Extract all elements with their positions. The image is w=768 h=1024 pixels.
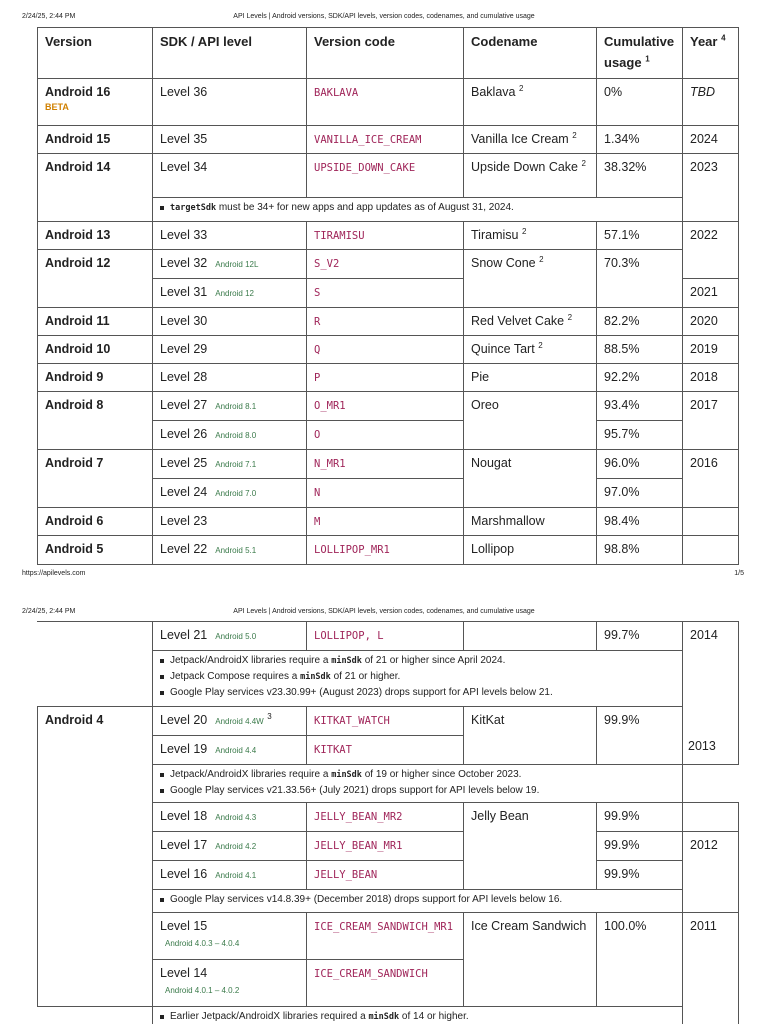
- usage-cell: 99.9%: [597, 803, 683, 832]
- version-cell: Android 13: [38, 222, 153, 250]
- usage-cell: 93.4%: [597, 392, 683, 421]
- note-item: Google Play services v14.8.39+ (December 2018) drops support for API levels below 16.: [159, 892, 675, 908]
- code-cell: KITKAT: [307, 736, 464, 765]
- version-cell: Android 4: [38, 707, 153, 1007]
- code-cell: N: [307, 479, 464, 508]
- year-cell: [683, 803, 739, 832]
- code-cell: BAKLAVA: [307, 79, 464, 126]
- codename-cell: KitKat: [464, 707, 597, 765]
- table-row: [38, 508, 739, 536]
- codename-cell: Lollipop: [464, 536, 597, 565]
- code-cell: LOLLIPOP_MR1: [307, 536, 464, 565]
- table-row: [38, 126, 739, 154]
- code-cell: ICE_CREAM_SANDWICH: [307, 960, 464, 1007]
- code-cell: LOLLIPOP, L: [307, 622, 464, 651]
- print-title: API Levels | Android versions, SDK/API levels, version codes, codenames, and cumulative usage: [233, 608, 535, 615]
- year-2013-label: 2013: [688, 739, 716, 753]
- note-cell: [153, 1007, 683, 1024]
- code-cell: S: [307, 279, 464, 308]
- year-cell: 2022: [683, 222, 739, 279]
- table-row: [38, 392, 739, 421]
- table-row: [38, 364, 739, 392]
- level-cell: Level 16 Android 4.1: [153, 861, 307, 890]
- year-cell: 2024: [683, 126, 739, 154]
- table-row: [38, 707, 739, 736]
- year-cell: 2011: [683, 913, 739, 1024]
- col-header-sdk: SDK / API level: [153, 28, 307, 79]
- version-cell: Android 7: [38, 450, 153, 508]
- page-number: 1/5: [734, 570, 744, 577]
- year-cell: 2023: [683, 154, 739, 222]
- code-cell: VANILLA_ICE_CREAM: [307, 126, 464, 154]
- codename-cell: Marshmallow: [464, 508, 597, 536]
- usage-cell: 96.0%: [597, 450, 683, 479]
- code-cell: M: [307, 508, 464, 536]
- year-cell: TBD: [683, 79, 739, 126]
- col-header-year: Year $^4$: [683, 28, 739, 79]
- year-cell: 2014: [683, 622, 739, 765]
- codename-cell: Tiramisu $^2$: [464, 222, 597, 250]
- level-cell: Level 30: [153, 308, 307, 336]
- print-date: 2/24/25, 2:44 PM: [22, 608, 76, 615]
- version-cell: Android 15: [38, 126, 153, 154]
- usage-cell: 92.2%: [597, 364, 683, 392]
- version-cell: Android 6: [38, 508, 153, 536]
- level-cell: Level 29: [153, 336, 307, 364]
- code-cell: KITKAT_WATCH: [307, 707, 464, 736]
- note-item: Jetpack/AndroidX libraries require a minSdk of 21 or higher since April 2024.: [159, 653, 675, 669]
- table-row: [38, 450, 739, 479]
- year-cell: [683, 508, 739, 536]
- level-cell: Level 35: [153, 126, 307, 154]
- version-cell: Android 14: [38, 154, 153, 222]
- code-cell: P: [307, 364, 464, 392]
- year-cell: 2019: [683, 336, 739, 364]
- print-date: 2/24/25, 2:44 PM: [22, 13, 76, 20]
- print-url: https://apilevels.com: [22, 570, 86, 577]
- version-cell: Android 8: [38, 392, 153, 450]
- api-levels-table: [37, 27, 739, 565]
- level-cell: Level 19 Android 4.4: [153, 736, 307, 765]
- usage-cell: 97.0%: [597, 479, 683, 508]
- year-cell: 2012: [683, 832, 739, 913]
- table-header-row: [38, 28, 739, 79]
- level-cell: Level 20 Android 4.4W $^3$: [153, 707, 307, 736]
- codename-cell: Quince Tart $^2$: [464, 336, 597, 364]
- version-cell: Android 12: [38, 250, 153, 308]
- table-row: [38, 250, 739, 279]
- level-cell: Level 26 Android 8.0: [153, 421, 307, 450]
- usage-cell: 70.3%: [597, 250, 683, 308]
- code-cell: JELLY_BEAN_MR2: [307, 803, 464, 832]
- note-item: Google Play services v21.33.56+ (July 2021) drops support for API levels below 19.: [159, 783, 675, 799]
- codename-cell: Baklava $^2$: [464, 79, 597, 126]
- year-cell: 2020: [683, 308, 739, 336]
- table-row: [38, 79, 739, 126]
- note-item: Google Play services v23.30.99+ (August 2023) drops support for API levels below 21.: [159, 685, 675, 701]
- codename-cell: Oreo: [464, 392, 597, 450]
- col-header-usage: Cumulative usage $^1$: [597, 28, 683, 79]
- level-cell: Level 34: [153, 154, 307, 198]
- year-cell: 2016: [683, 450, 739, 508]
- note-cell: [153, 890, 683, 913]
- codename-cell: Snow Cone $^2$: [464, 250, 597, 308]
- codename-cell: Pie: [464, 364, 597, 392]
- level-cell: Level 14 Android 4.0.1 – 4.0.2: [153, 960, 307, 1007]
- usage-cell: 98.4%: [597, 508, 683, 536]
- level-cell: Level 22 Android 5.1: [153, 536, 307, 565]
- table-row: [38, 536, 739, 565]
- usage-cell: 38.32%: [597, 154, 683, 198]
- level-cell: Level 15 Android 4.0.3 – 4.0.4: [153, 913, 307, 960]
- usage-cell: 82.2%: [597, 308, 683, 336]
- usage-cell: 0%: [597, 79, 683, 126]
- version-cell: [38, 622, 153, 707]
- api-levels-table-continued: [37, 621, 739, 1024]
- beta-badge: BETA: [45, 102, 69, 112]
- level-cell: Level 32 Android 12L: [153, 250, 307, 279]
- code-cell: TIRAMISU: [307, 222, 464, 250]
- level-cell: Level 17 Android 4.2: [153, 832, 307, 861]
- code-cell: S_V2: [307, 250, 464, 279]
- code-cell: Q: [307, 336, 464, 364]
- table-row: [38, 308, 739, 336]
- usage-cell: 1.34%: [597, 126, 683, 154]
- codename-cell: Upside Down Cake $^2$: [464, 154, 597, 198]
- level-cell: Level 25 Android 7.1: [153, 450, 307, 479]
- print-title: API Levels | Android versions, SDK/API levels, version codes, codenames, and cumulative usage: [233, 13, 535, 20]
- code-cell: O_MR1: [307, 392, 464, 421]
- level-cell: Level 36: [153, 79, 307, 126]
- code-cell: ICE_CREAM_SANDWICH_MR1: [307, 913, 464, 960]
- codename-cell: Vanilla Ice Cream $^2$: [464, 126, 597, 154]
- level-cell: Level 18 Android 4.3: [153, 803, 307, 832]
- usage-cell: 100.0%: [597, 913, 683, 1007]
- codename-cell: Nougat: [464, 450, 597, 508]
- note-cell: [153, 765, 683, 803]
- note-item: Jetpack Compose requires a minSdk of 21 or higher.: [159, 669, 675, 685]
- year-cell: [683, 536, 739, 565]
- year-cell: 2018: [683, 364, 739, 392]
- level-cell: Level 24 Android 7.0: [153, 479, 307, 508]
- level-cell: Level 21 Android 5.0: [153, 622, 307, 651]
- codename-cell: Jelly Bean: [464, 803, 597, 890]
- version-cell: Android 16 BETA: [38, 79, 153, 126]
- code-cell: JELLY_BEAN: [307, 861, 464, 890]
- level-cell: Level 23: [153, 508, 307, 536]
- level-cell: Level 33: [153, 222, 307, 250]
- col-header-code: Version code: [307, 28, 464, 79]
- level-cell: Level 31 Android 12: [153, 279, 307, 308]
- level-cell: Level 27 Android 8.1: [153, 392, 307, 421]
- col-header-codename: Codename: [464, 28, 597, 79]
- note-row: [38, 1007, 739, 1024]
- code-cell: O: [307, 421, 464, 450]
- note-item: Jetpack/AndroidX libraries require a minSdk of 19 or higher since October 2023.: [159, 767, 675, 783]
- codename-cell: [464, 622, 597, 651]
- usage-cell: 98.8%: [597, 536, 683, 565]
- usage-cell: 57.1%: [597, 222, 683, 250]
- year-cell: 2021: [683, 279, 739, 308]
- note-item: targetSdk must be 34+ for new apps and app updates as of August 31, 2024.: [159, 200, 675, 216]
- version-cell: Android 10: [38, 336, 153, 364]
- usage-cell: 95.7%: [597, 421, 683, 450]
- version-cell: [38, 1007, 153, 1024]
- codename-cell: Ice Cream Sandwich: [464, 913, 597, 1007]
- note-cell: [153, 198, 683, 222]
- table-row: [38, 622, 739, 651]
- code-cell: N_MR1: [307, 450, 464, 479]
- version-cell: Android 5: [38, 536, 153, 565]
- table-row: [38, 154, 739, 198]
- year-cell: 2017: [683, 392, 739, 450]
- note-item: Earlier Jetpack/AndroidX libraries required a minSdk of 14 or higher.: [159, 1009, 675, 1024]
- note-cell: [153, 651, 683, 707]
- usage-cell: 99.9%: [597, 832, 683, 861]
- usage-cell: 99.9%: [597, 861, 683, 890]
- usage-cell: 88.5%: [597, 336, 683, 364]
- col-header-version: Version: [38, 28, 153, 79]
- version-cell: Android 9: [38, 364, 153, 392]
- code-cell: R: [307, 308, 464, 336]
- code-cell: UPSIDE_DOWN_CAKE: [307, 154, 464, 198]
- level-cell: Level 28: [153, 364, 307, 392]
- table-row: [38, 222, 739, 250]
- usage-cell: 99.7%: [597, 622, 683, 651]
- table-row: [38, 336, 739, 364]
- version-cell: Android 11: [38, 308, 153, 336]
- code-cell: JELLY_BEAN_MR1: [307, 832, 464, 861]
- usage-cell: 99.9%: [597, 707, 683, 765]
- codename-cell: Red Velvet Cake $^2$: [464, 308, 597, 336]
